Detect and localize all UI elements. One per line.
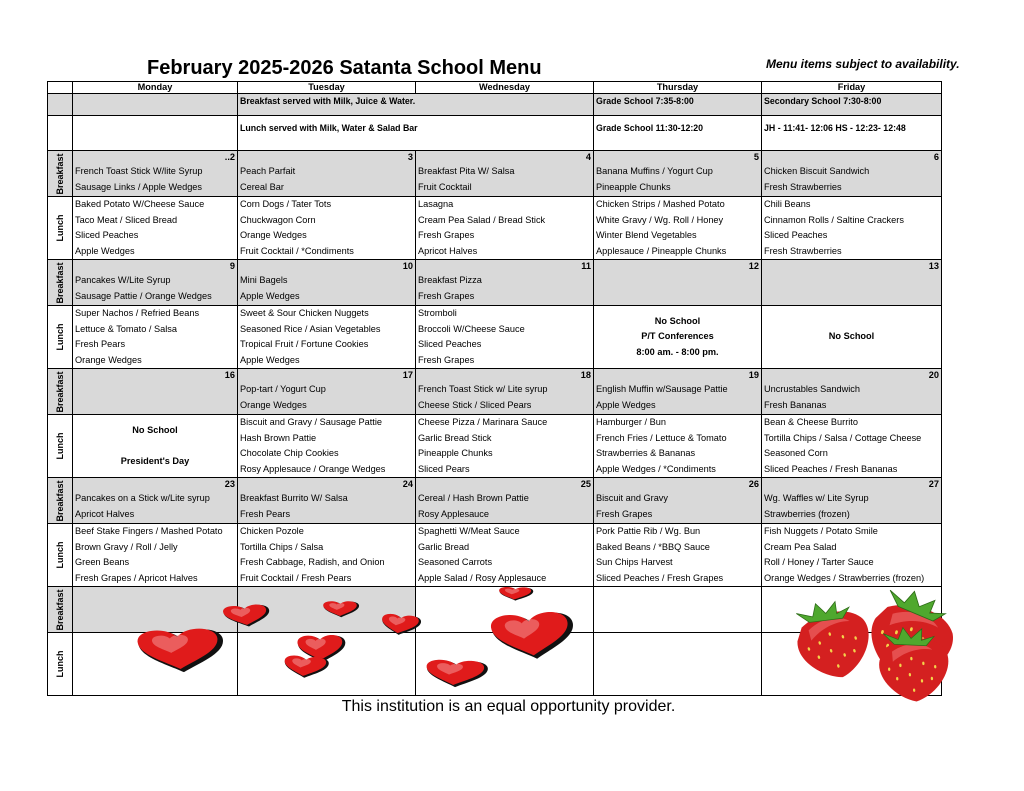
date-number: ..2 xyxy=(224,152,235,162)
heart-icon xyxy=(379,613,422,636)
menu-item: Rosy Applesauce / Orange Wedges xyxy=(240,463,386,474)
menu-item: Garlic Bread xyxy=(418,541,470,552)
menu-item: Hash Brown Pattie xyxy=(240,432,317,443)
date-number: 23 xyxy=(224,479,235,489)
menu-item: Biscuit and Gravy xyxy=(596,493,668,503)
menu-item: English Muffin w/Sausage Pattie xyxy=(596,384,728,394)
menu-item: Fresh Cabbage, Radish, and Onion xyxy=(240,557,385,567)
menu-item: Fresh Grapes / Apricot Halves xyxy=(75,572,198,583)
menu-item: Fresh Grapes xyxy=(418,230,475,240)
date-number: 11 xyxy=(581,261,591,271)
menu-item: Pineapple Chunks xyxy=(418,448,493,458)
menu-item: Cheese Stick / Sliced Pears xyxy=(418,399,532,410)
menu-item: P/T Conferences xyxy=(641,331,714,342)
heart-icon xyxy=(136,628,226,675)
menu-item: Apple Wedges xyxy=(240,354,300,365)
menu-item: Chicken Strips / Mashed Potato xyxy=(596,199,725,209)
menu-item: Seasoned Carrots xyxy=(418,557,493,567)
equal-opportunity-footer: This institution is an equal opportunity provider. xyxy=(341,698,676,715)
menu-item: Rosy Applesauce xyxy=(418,508,489,519)
date-number: 20 xyxy=(928,370,939,380)
menu-item: Baked Potato W/Cheese Sauce xyxy=(75,199,205,209)
lunch-grade-time: Grade School 11:30-12:20 xyxy=(594,116,762,151)
menu-item: Orange Wedges xyxy=(240,230,307,240)
menu-item: Orange Wedges xyxy=(75,354,142,365)
menu-item: Mini Bagels xyxy=(240,275,288,285)
breakfast-grade-time: Grade School 7:35-8:00 xyxy=(594,94,762,116)
menu-item: 8:00 am. - 8:00 pm. xyxy=(636,346,719,357)
menu-item: Sliced Pears xyxy=(418,463,470,474)
menu-item: Biscuit and Gravy / Sausage Pattie xyxy=(240,417,382,427)
menu-item: Sausage Pattie / Orange Wedges xyxy=(75,290,212,301)
menu-item: Sweet & Sour Chicken Nuggets xyxy=(240,308,369,318)
heart-icon xyxy=(323,601,359,617)
menu-item: Fresh Strawberries xyxy=(764,181,842,192)
menu-item: Green Beans xyxy=(75,557,130,567)
menu-item: Broccoli W/Cheese Sauce xyxy=(418,323,525,334)
menu-item: Sliced Peaches / Fresh Grapes xyxy=(596,572,724,583)
menu-item: Garlic Bread Stick xyxy=(418,432,492,443)
menu-item: Pop-tart / Yogurt Cup xyxy=(240,384,326,394)
date-number: 26 xyxy=(748,479,759,489)
menu-item: Spaghetti W/Meat Sauce xyxy=(418,526,520,536)
menu-item: Breakfast Pizza xyxy=(418,275,482,285)
date-number: 12 xyxy=(748,261,759,271)
breakfast-label: Breakfast xyxy=(55,152,65,195)
menu-item: Fruit Cocktail / *Condiments xyxy=(240,245,354,256)
menu-item: Cereal Bar xyxy=(240,181,284,192)
date-number: 9 xyxy=(229,261,235,271)
menu-item: No School xyxy=(828,331,875,342)
menu-item: Peach Parfait xyxy=(240,166,296,176)
menu-item: Apple Wedges xyxy=(240,290,300,301)
menu-item: Sliced Peaches xyxy=(764,230,828,240)
page-title: February 2025-2026 Satanta School Menu xyxy=(147,57,542,79)
breakfast-label: Breakfast xyxy=(55,261,65,304)
day-header-monday: Monday xyxy=(73,82,238,94)
menu-item: Fresh Grapes xyxy=(418,290,475,301)
breakfast-secondary-time: Secondary School 7:30-8:00 xyxy=(762,94,942,116)
menu-item: Fish Nuggets / Potato Smile xyxy=(764,526,878,536)
menu-item: Fruit Cocktail xyxy=(418,181,472,192)
menu-item: Breakfast Pita W/ Salsa xyxy=(418,166,515,176)
menu-item: Orange Wedges / Strawberries (frozen) xyxy=(764,572,925,583)
menu-item: Apple Wedges / *Condiments xyxy=(596,463,716,474)
menu-item: Strawberries (frozen) xyxy=(764,508,850,519)
heart-icon xyxy=(424,659,489,688)
date-number: 24 xyxy=(402,479,413,489)
date-number: 13 xyxy=(928,261,939,271)
menu-item: Chuckwagon Corn xyxy=(240,214,316,225)
menu-item: Roll / Honey / Tarter Sauce xyxy=(764,557,874,567)
date-number: 5 xyxy=(753,152,759,162)
menu-item: Sliced Peaches xyxy=(75,230,139,240)
lunch-service-note: Lunch served with Milk, Water & Salad Bar xyxy=(238,116,594,151)
menu-item: Beef Stake Fingers / Mashed Potato xyxy=(75,526,223,536)
menu-item: Sliced Peaches / Fresh Bananas xyxy=(764,463,898,474)
menu-item: Sausage Links / Apple Wedges xyxy=(75,181,203,192)
breakfast-label: Breakfast xyxy=(55,479,65,522)
heart-icon xyxy=(222,604,272,628)
menu-item: Tropical Fruit / Fortune Cookies xyxy=(240,339,369,349)
lunch-secondary-time: JH - 11:41- 12:06 HS - 12:23- 12:48 xyxy=(762,116,942,151)
day-header-wednesday: Wednesday xyxy=(416,82,594,94)
date-number: 4 xyxy=(585,152,591,162)
menu-item: French Fries / Lettuce & Tomato xyxy=(596,432,727,443)
date-number: 17 xyxy=(402,370,413,380)
menu-item: Baked Beans / *BBQ Sauce xyxy=(596,541,710,552)
lunch-label: Lunch xyxy=(55,214,65,242)
date-number: 3 xyxy=(407,152,413,162)
menu-item: Apple Salad / Rosy Applesauce xyxy=(418,572,547,583)
menu-item: Seasoned Rice / Asian Vegetables xyxy=(240,323,381,334)
menu-item: Cereal / Hash Brown Pattie xyxy=(418,493,529,503)
breakfast-label: Breakfast xyxy=(55,588,65,631)
menu-item: Pork Pattie Rib / Wg. Bun xyxy=(596,526,701,536)
lunch-label: Lunch xyxy=(55,432,65,460)
menu-item: Pancakes W/Lite Syrup xyxy=(75,275,171,285)
menu-item: Tortilla Chips / Salsa / Cottage Cheese xyxy=(764,432,922,443)
menu-item: Lettuce & Tomato / Salsa xyxy=(75,323,177,334)
availability-note: Menu items subject to availability. xyxy=(766,57,960,71)
date-number: 27 xyxy=(928,479,939,489)
menu-item: Seasoned Corn xyxy=(764,448,828,458)
menu-item: Fresh Bananas xyxy=(764,399,827,410)
menu-item: Applesauce / Pineapple Chunks xyxy=(596,245,727,256)
menu-item: Breakfast Burrito W/ Salsa xyxy=(240,493,348,503)
heart-icon xyxy=(489,610,577,661)
menu-item: Taco Meat / Sliced Bread xyxy=(75,214,178,225)
menu-item: Chocolate Chip Cookies xyxy=(240,448,339,458)
lunch-label: Lunch xyxy=(55,541,65,569)
menu-item: Apple Wedges xyxy=(75,245,135,256)
breakfast-service-note: Breakfast served with Milk, Juice & Water. xyxy=(238,94,594,116)
day-header-friday: Friday xyxy=(762,82,942,94)
day-header-tuesday: Tuesday xyxy=(238,82,416,94)
menu-item: Brown Gravy / Roll / Jelly xyxy=(75,541,178,552)
menu-item: Chili Beans xyxy=(764,199,811,209)
menu-item: Pancakes on a Stick w/Lite syrup xyxy=(75,493,210,503)
heart-icon xyxy=(498,587,534,601)
menu-item: Pineapple Chunks xyxy=(596,181,671,192)
menu-item: Winter Blend Vegetables xyxy=(596,230,697,240)
menu-item: Fresh Pears xyxy=(75,339,126,349)
date-number: 25 xyxy=(580,479,591,489)
menu-item: Sun Chips Harvest xyxy=(596,557,673,567)
menu-item: Apple Wedges xyxy=(596,399,656,410)
heart-icon xyxy=(282,655,330,679)
date-number: 19 xyxy=(748,370,759,380)
menu-item: Apricot Halves xyxy=(75,508,135,519)
menu-item: White Gravy / Wg. Roll / Honey xyxy=(596,214,724,225)
day-header-thursday: Thursday xyxy=(594,82,762,94)
menu-item: Fresh Grapes xyxy=(418,354,475,365)
menu-item: Corn Dogs / Tater Tots xyxy=(240,199,332,209)
menu-item: Wg. Waffles w/ Lite Syrup xyxy=(764,493,869,503)
menu-item: Bean & Cheese Burrito xyxy=(764,417,858,427)
date-number: 6 xyxy=(933,152,939,162)
menu-item: Tortilla Chips / Salsa xyxy=(240,541,324,552)
menu-item: Hamburger / Bun xyxy=(596,417,666,427)
menu-item: Stromboli xyxy=(418,308,457,318)
menu-item: Banana Muffins / Yogurt Cup xyxy=(596,166,713,176)
lunch-label: Lunch xyxy=(55,650,65,678)
menu-item: Orange Wedges xyxy=(240,399,307,410)
date-number: 10 xyxy=(402,261,413,271)
menu-item: Sliced Peaches xyxy=(418,339,482,349)
menu-item: Fresh Strawberries xyxy=(764,245,842,256)
menu-item: Chicken Biscuit Sandwich xyxy=(764,166,870,176)
menu-item: French Toast Stick w/ Lite syrup xyxy=(418,384,548,394)
menu-item: Chicken Pozole xyxy=(240,526,304,536)
menu-item: Cheese Pizza / Marinara Sauce xyxy=(418,417,548,427)
strawberry-icon xyxy=(788,592,878,686)
lunch-label: Lunch xyxy=(55,323,65,351)
menu-item: No School xyxy=(132,424,178,435)
date-number: 16 xyxy=(224,370,235,380)
breakfast-label: Breakfast xyxy=(55,370,65,413)
menu-item: Lasagna xyxy=(418,199,454,209)
menu-item: Cinnamon Rolls / Saltine Crackers xyxy=(764,214,904,225)
menu-item: President's Day xyxy=(120,456,190,466)
menu-item: Uncrustables Sandwich xyxy=(764,384,861,394)
menu-item: Apricot Halves xyxy=(418,245,478,256)
menu-item: No School xyxy=(654,315,701,326)
menu-item: Fresh Grapes xyxy=(596,508,653,519)
menu-item: French Toast Stick W/lite Syrup xyxy=(75,166,203,176)
menu-item: Cream Pea Salad xyxy=(764,541,837,552)
menu-item: Strawberries & Bananas xyxy=(596,448,696,458)
menu-item: Super Nachos / Refried Beans xyxy=(75,308,200,318)
menu-item: Fresh Pears xyxy=(240,508,291,519)
menu-item: Cream Pea Salad / Bread Stick xyxy=(418,214,546,225)
date-number: 18 xyxy=(580,370,591,380)
menu-item: Fruit Cocktail / Fresh Pears xyxy=(240,572,352,583)
